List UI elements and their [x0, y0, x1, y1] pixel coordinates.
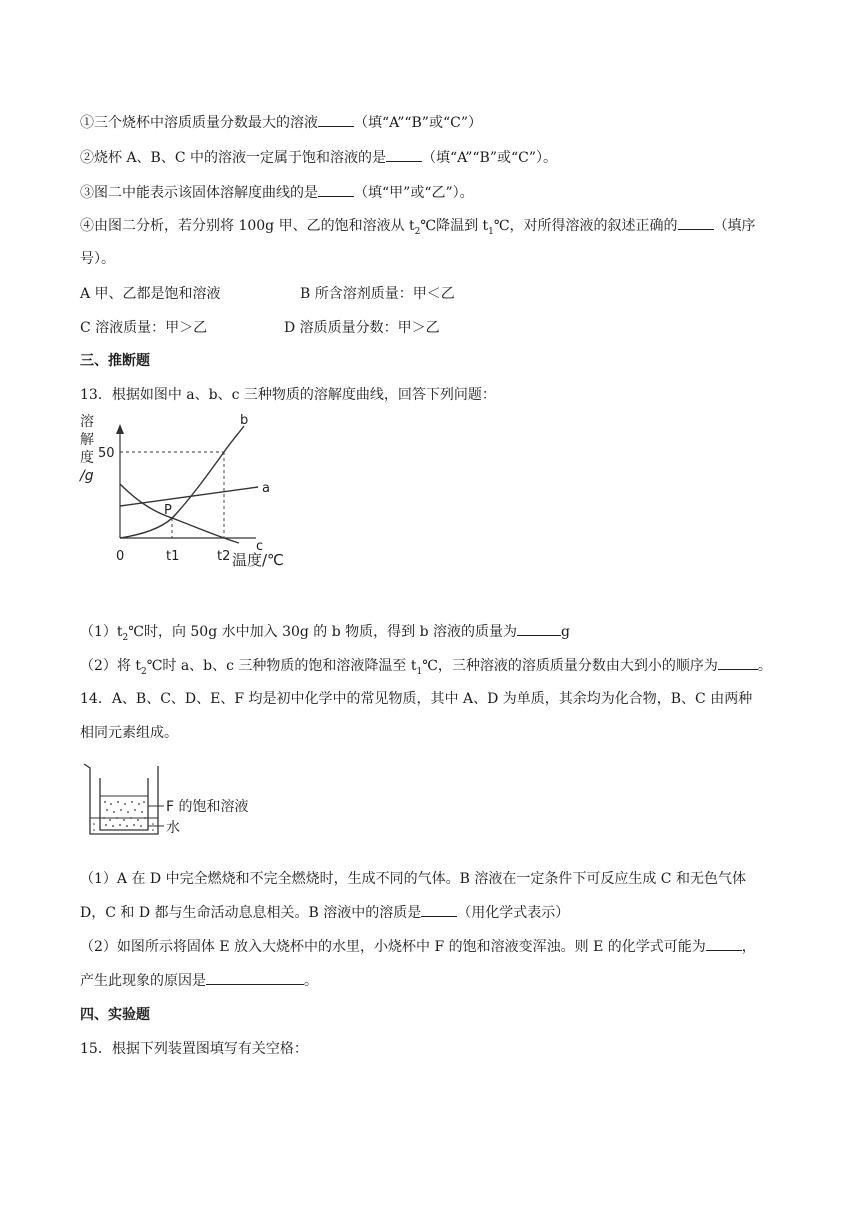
- q12-item2-text: ②烧杯 A、B、C 中的溶液一定属于饱和溶液的是: [80, 150, 387, 166]
- y-axis-arrow: [116, 424, 124, 434]
- q14-part1-hint: （用化学式表示）: [457, 905, 570, 921]
- subscript: 2: [140, 666, 147, 677]
- subscript: 2: [414, 226, 421, 237]
- y-axis-label-char: 度: [80, 450, 94, 466]
- q14-part2-text: （2）如图所示将固体 E 放入大烧杯中的水里，小烧杯中 F 的饱和溶液变浑浊。则 E 的化学式可能为: [80, 939, 706, 955]
- punctuation: ，: [741, 939, 756, 955]
- q12-item1-hint: （填“A”“B”或“C”）: [354, 115, 482, 131]
- answer-blank[interactable]: [318, 112, 354, 127]
- q14-part1-line2: [80, 902, 569, 922]
- q13-part2-text-b: ℃时 a、b、c 三种物质的饱和溶液降温至 t: [146, 658, 417, 674]
- q12-item3-hint: （填“甲”或“乙”）。: [354, 185, 474, 201]
- q12-item2: [80, 147, 557, 167]
- q14-part2-text-2: 产生此现象的原因是: [80, 973, 206, 989]
- q12-item1-text: ①三个烧杯中溶质质量分数最大的溶液: [80, 115, 318, 131]
- section-heading-4: 四、实验题: [80, 1007, 150, 1023]
- answer-blank[interactable]: [206, 970, 304, 985]
- subscript: 2: [122, 632, 129, 643]
- q12-item1: [80, 112, 482, 132]
- q13-part2-text-a: （2）将 t: [80, 658, 141, 674]
- answer-blank[interactable]: [517, 621, 561, 636]
- q14-stem-line1: 14．A、B、C、D、E、F 均是初中化学中的常见物质，其中 A、D 为单质，其余均为化合物，B、C 由两种: [80, 691, 753, 707]
- option-b: B 所含溶剂质量：甲＜乙: [300, 286, 455, 302]
- subscript: 1: [488, 226, 494, 237]
- q14-part2-line2: [80, 970, 318, 990]
- x-tick-t1: t1: [166, 549, 180, 564]
- option-d: D 溶质质量分数：甲＞乙: [284, 320, 440, 336]
- intersection-point-label: P: [164, 503, 172, 518]
- q12-item4-hint: （填序: [713, 218, 756, 234]
- answer-blank[interactable]: [386, 147, 422, 162]
- x-tick-t2: t2: [217, 549, 231, 564]
- label-f-saturated-solution: F 的饱和溶液: [166, 799, 249, 815]
- q14-part1-line1: （1）A 在 D 中完全燃烧和不完全燃烧时，生成不同的气体。B 溶液在一定条件下可反应生成 C 和无色气体: [80, 871, 746, 887]
- subscript: 1: [416, 666, 423, 677]
- punctuation: 。: [757, 658, 772, 674]
- q12-item2-hint: （填“A”“B”或“C”）。: [422, 150, 558, 166]
- answer-blank[interactable]: [678, 215, 714, 230]
- curve-b-label: b: [240, 413, 249, 428]
- q14-stem-line2: 相同元素组成。: [80, 725, 178, 741]
- answer-blank[interactable]: [718, 655, 758, 670]
- solubility-curve-figure: [76, 410, 286, 610]
- q13-part1: [80, 621, 570, 643]
- q15-stem: 15．根据下列装置图填写有关空格：: [80, 1041, 308, 1057]
- section-heading-3: 三、推断题: [80, 353, 150, 369]
- option-a: A 甲、乙都是饱和溶液: [80, 286, 221, 302]
- q14-part2-line1: [80, 936, 756, 956]
- y-axis-label-char: 解: [80, 432, 94, 448]
- y-axis-label-char: 溶: [80, 414, 94, 430]
- q12-item4-continuation: 号）。: [80, 251, 115, 267]
- origin-label: 0: [116, 549, 125, 564]
- curve-c-label: c: [256, 539, 264, 554]
- precipitate-dots: [93, 801, 154, 831]
- q13-part2: [80, 655, 772, 677]
- label-water: 水: [166, 820, 180, 836]
- option-c: C 溶液质量：甲＞乙: [80, 320, 208, 336]
- x-axis-label: 温度/℃: [232, 551, 284, 569]
- q12-item4: [80, 215, 756, 237]
- q14-part1-text: D，C 和 D 都与生命活动息息相关。B 溶液中的溶质是: [80, 905, 422, 921]
- y-axis-label-unit: /g: [80, 468, 94, 484]
- q12-item3: [80, 182, 474, 202]
- punctuation: 。: [304, 973, 318, 989]
- q12-item4-text-b: ℃降温到 t: [420, 218, 489, 234]
- answer-blank[interactable]: [318, 182, 354, 197]
- y-tick-label: 50: [98, 446, 115, 461]
- q13-part2-text-c: ℃，三种溶液的溶质质量分数由大到小的顺序为: [422, 658, 718, 674]
- large-beaker: [84, 764, 158, 834]
- answer-blank[interactable]: [421, 902, 457, 917]
- q13-part1-text-b: ℃时，向 50g 水中加入 30g 的 b 物质，得到 b 溶液的质量为: [128, 624, 518, 640]
- q13-stem: 13．根据如图中 a、b、c 三种物质的溶解度曲线，回答下列问题：: [80, 387, 496, 403]
- q12-item4-text-c: ℃，对所得溶液的叙述正确的: [493, 218, 678, 234]
- q13-part1-text-a: （1）t: [80, 624, 123, 640]
- q12-item3-text: ③图二中能表示该固体溶解度曲线的是: [80, 185, 318, 201]
- small-beaker: [100, 778, 148, 830]
- answer-blank[interactable]: [706, 936, 742, 951]
- curve-a-label: a: [262, 481, 270, 496]
- curve-a: [120, 487, 258, 506]
- beaker-figure: [78, 760, 278, 842]
- q12-item4-text-a: ④由图二分析，若分别将 100g 甲、乙的饱和溶液从 t: [80, 218, 415, 234]
- unit-label: g: [561, 624, 570, 640]
